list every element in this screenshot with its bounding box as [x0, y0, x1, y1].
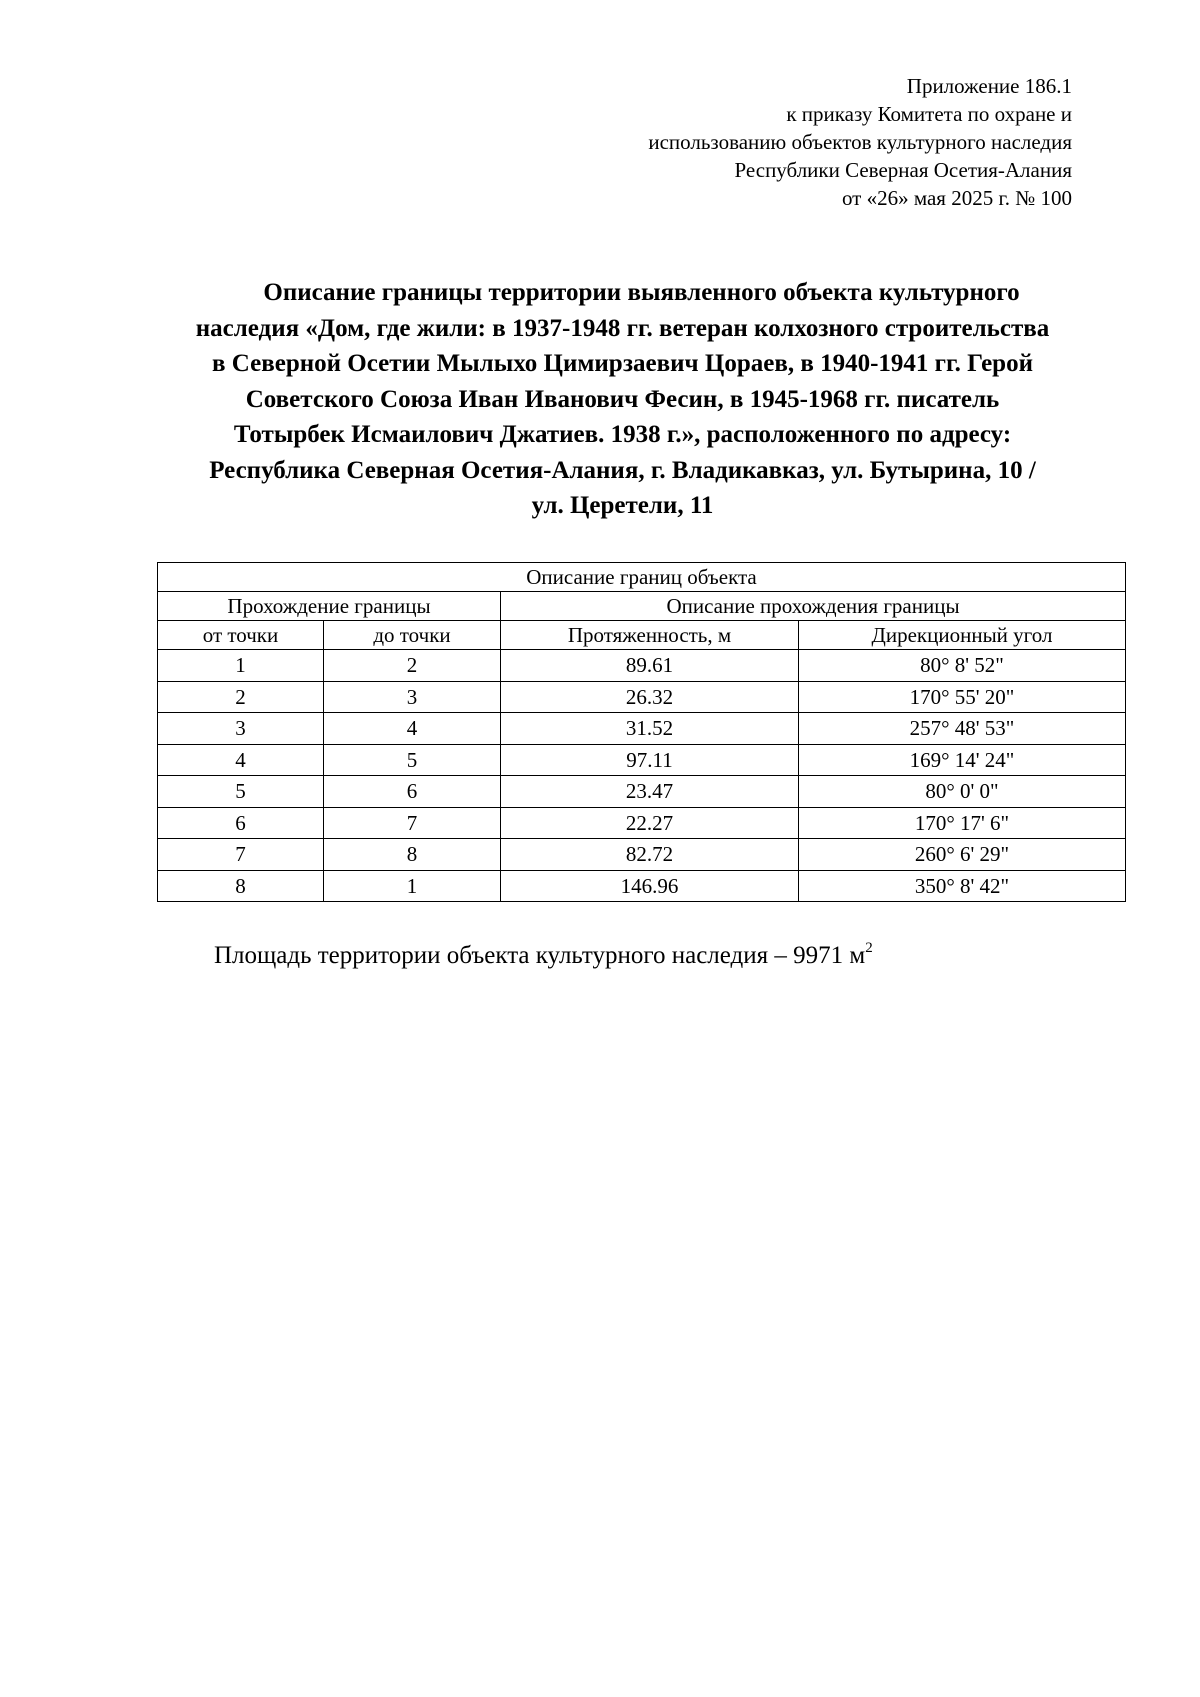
cell-length: 22.27 — [501, 807, 799, 839]
document-title — [150, 275, 1095, 524]
cell-angle: 80° 8' 52" — [799, 650, 1126, 682]
title-line: Тотырбек Исмаилович Джатиев. 1938 г.», расположенного по адресу: — [233, 421, 1012, 448]
table-row — [158, 713, 1126, 745]
table-row — [158, 681, 1126, 713]
cell-length: 89.61 — [501, 650, 799, 682]
column-header-length: Протяженность, м — [501, 621, 799, 650]
cell-length: 31.52 — [501, 713, 799, 745]
area-text: Площадь территории объекта культурного наследия – 9971 м — [214, 942, 866, 969]
cell-angle: 170° 55' 20" — [799, 681, 1126, 713]
table-row — [158, 650, 1126, 682]
cell-angle: 350° 8' 42" — [799, 870, 1126, 902]
title-line: Советского Союза Иван Иванович Фесин, в 1945-1968 гг. писатель — [245, 385, 1000, 413]
title-line: в Северной Осетии Мылыхо Цимирзаевич Цораев, в 1940-1941 гг. Герой — [212, 350, 1033, 377]
cell-length: 146.96 — [501, 870, 799, 902]
annex-line: Приложение 186.1 — [906, 74, 1072, 98]
cell-to-point: 7 — [324, 807, 501, 839]
cell-length: 26.32 — [501, 681, 799, 713]
title-line: Республика Северная Осетия-Алания, г. Владикавказ, ул. Бутырина, 10 / — [209, 456, 1036, 484]
boundary-table — [157, 562, 1126, 902]
cell-angle: 257° 48' 53" — [799, 713, 1126, 745]
cell-to-point: 3 — [324, 681, 501, 713]
cell-to-point: 4 — [324, 713, 501, 745]
area-unit-superscript: 2 — [865, 940, 873, 956]
annex-line: к приказу Комитета по охране и — [786, 102, 1072, 126]
title-line: наследия «Дом, где жили: в 1937-1948 гг. ветеран колхозного строительства — [195, 314, 1050, 342]
cell-to-point: 6 — [324, 776, 501, 808]
table-row — [158, 839, 1126, 871]
title-line: Описание границы территории выявленного объекта культурного — [263, 279, 1020, 306]
cell-angle: 170° 17' 6" — [799, 807, 1126, 839]
cell-from-point: 2 — [158, 681, 324, 713]
cell-from-point: 8 — [158, 870, 324, 902]
cell-length: 97.11 — [501, 744, 799, 776]
cell-from-point: 4 — [158, 744, 324, 776]
cell-from-point: 7 — [158, 839, 324, 871]
cell-angle: 80° 0' 0" — [799, 776, 1126, 808]
group-header-description: Описание прохождения границы — [501, 592, 1126, 621]
cell-from-point: 1 — [158, 650, 324, 682]
annex-line: от «26» мая 2025 г. № 100 — [841, 186, 1072, 210]
area-statement — [214, 940, 873, 970]
cell-to-point: 2 — [324, 650, 501, 682]
table-row — [158, 870, 1126, 902]
annex-line: использованию объектов культурного наследия — [648, 130, 1072, 154]
table-caption: Описание границ объекта — [158, 563, 1126, 592]
annex-line: Республики Северная Осетия-Алания — [734, 158, 1072, 182]
cell-length: 82.72 — [501, 839, 799, 871]
cell-angle: 260° 6' 29" — [799, 839, 1126, 871]
cell-from-point: 3 — [158, 713, 324, 745]
cell-angle: 169° 14' 24" — [799, 744, 1126, 776]
cell-length: 23.47 — [501, 776, 799, 808]
column-header-to: до точки — [324, 621, 501, 650]
cell-to-point: 8 — [324, 839, 501, 871]
column-header-from: от точки — [158, 621, 324, 650]
cell-from-point: 6 — [158, 807, 324, 839]
column-header-angle: Дирекционный угол — [799, 621, 1126, 650]
group-header-passage: Прохождение границы — [158, 592, 501, 621]
cell-to-point: 1 — [324, 870, 501, 902]
title-line: ул. Церетели, 11 — [531, 492, 714, 519]
table-row — [158, 807, 1126, 839]
cell-to-point: 5 — [324, 744, 501, 776]
cell-from-point: 5 — [158, 776, 324, 808]
table-row — [158, 744, 1126, 776]
table-row — [158, 776, 1126, 808]
annex-block — [512, 72, 1072, 212]
